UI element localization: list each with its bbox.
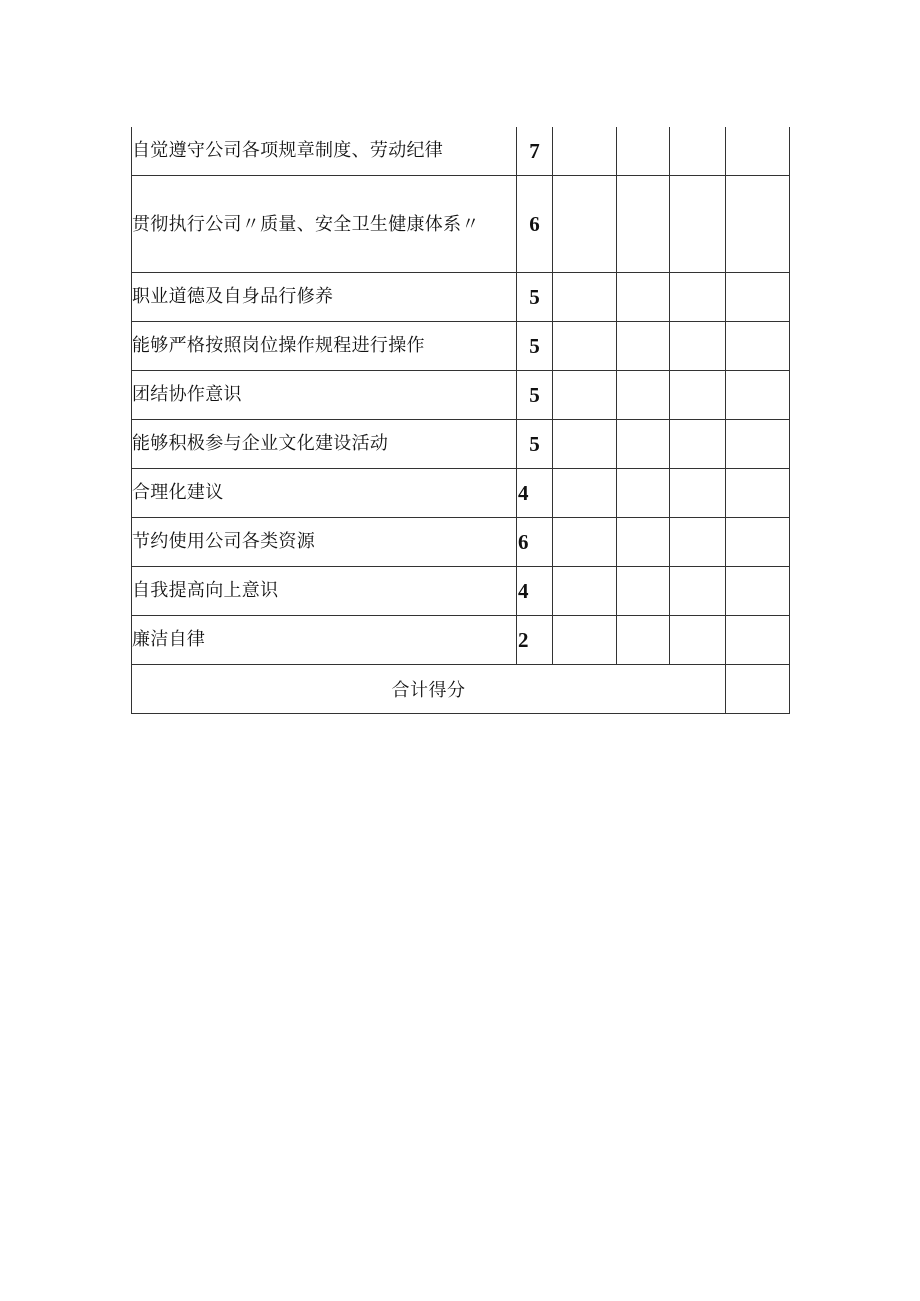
score-cell[interactable] — [726, 371, 790, 420]
score-cell[interactable] — [670, 371, 726, 420]
score-cell[interactable] — [553, 273, 617, 322]
total-score-label: 合计得分 — [132, 665, 726, 714]
score-cell[interactable] — [726, 518, 790, 567]
score-cell[interactable] — [553, 127, 617, 176]
table-row — [132, 518, 790, 567]
score-cell[interactable] — [553, 518, 617, 567]
score-cell[interactable] — [617, 567, 670, 616]
item-score: 4 — [517, 469, 553, 518]
score-cell[interactable] — [670, 518, 726, 567]
score-cell[interactable] — [670, 273, 726, 322]
score-cell[interactable] — [726, 322, 790, 371]
score-cell[interactable] — [670, 469, 726, 518]
score-cell[interactable] — [617, 176, 670, 273]
item-score: 2 — [517, 616, 553, 665]
table-row — [132, 273, 790, 322]
score-cell[interactable] — [617, 322, 670, 371]
score-cell[interactable] — [726, 420, 790, 469]
item-score: 5 — [517, 273, 553, 322]
score-cell[interactable] — [617, 616, 670, 665]
score-cell[interactable] — [553, 567, 617, 616]
table-row — [132, 616, 790, 665]
score-cell[interactable] — [726, 273, 790, 322]
score-cell[interactable] — [617, 518, 670, 567]
score-cell[interactable] — [726, 567, 790, 616]
score-cell[interactable] — [670, 420, 726, 469]
score-cell[interactable] — [617, 273, 670, 322]
table-row — [132, 127, 790, 176]
table-row — [132, 371, 790, 420]
table-row — [132, 322, 790, 371]
score-cell[interactable] — [553, 322, 617, 371]
item-score: 5 — [517, 322, 553, 371]
item-label: 合理化建议 — [132, 469, 517, 518]
score-cell[interactable] — [553, 371, 617, 420]
item-score: 6 — [517, 176, 553, 273]
item-score: 5 — [517, 420, 553, 469]
score-cell[interactable] — [670, 322, 726, 371]
item-label: 贯彻执行公司〃质量、安全卫生健康体系〃 — [132, 176, 517, 273]
evaluation-table — [131, 127, 790, 714]
item-label: 廉洁自律 — [132, 616, 517, 665]
score-cell[interactable] — [726, 176, 790, 273]
score-cell[interactable] — [553, 420, 617, 469]
score-cell[interactable] — [617, 469, 670, 518]
item-label: 职业道德及自身品行修养 — [132, 273, 517, 322]
table-row — [132, 469, 790, 518]
item-score: 7 — [517, 127, 553, 176]
item-label: 能够积极参与企业文化建设活动 — [132, 420, 517, 469]
score-cell[interactable] — [726, 616, 790, 665]
score-cell[interactable] — [553, 616, 617, 665]
score-cell[interactable] — [726, 127, 790, 176]
item-label: 自我提高向上意识 — [132, 567, 517, 616]
score-cell[interactable] — [670, 127, 726, 176]
score-cell[interactable] — [617, 127, 670, 176]
score-cell[interactable] — [617, 420, 670, 469]
score-cell[interactable] — [670, 567, 726, 616]
score-cell[interactable] — [553, 176, 617, 273]
table-row — [132, 567, 790, 616]
total-row — [132, 665, 790, 714]
item-score: 4 — [517, 567, 553, 616]
total-score-cell[interactable] — [726, 665, 790, 714]
score-cell[interactable] — [670, 616, 726, 665]
item-score: 5 — [517, 371, 553, 420]
score-cell[interactable] — [617, 371, 670, 420]
table-row — [132, 176, 790, 273]
item-score: 6 — [517, 518, 553, 567]
table-row — [132, 420, 790, 469]
evaluation-form — [131, 127, 789, 714]
item-label: 能够严格按照岗位操作规程进行操作 — [132, 322, 517, 371]
score-cell[interactable] — [553, 469, 617, 518]
item-label: 节约使用公司各类资源 — [132, 518, 517, 567]
item-label: 自觉遵守公司各项规章制度、劳动纪律 — [132, 127, 517, 176]
item-label: 团结协作意识 — [132, 371, 517, 420]
score-cell[interactable] — [670, 176, 726, 273]
score-cell[interactable] — [726, 469, 790, 518]
